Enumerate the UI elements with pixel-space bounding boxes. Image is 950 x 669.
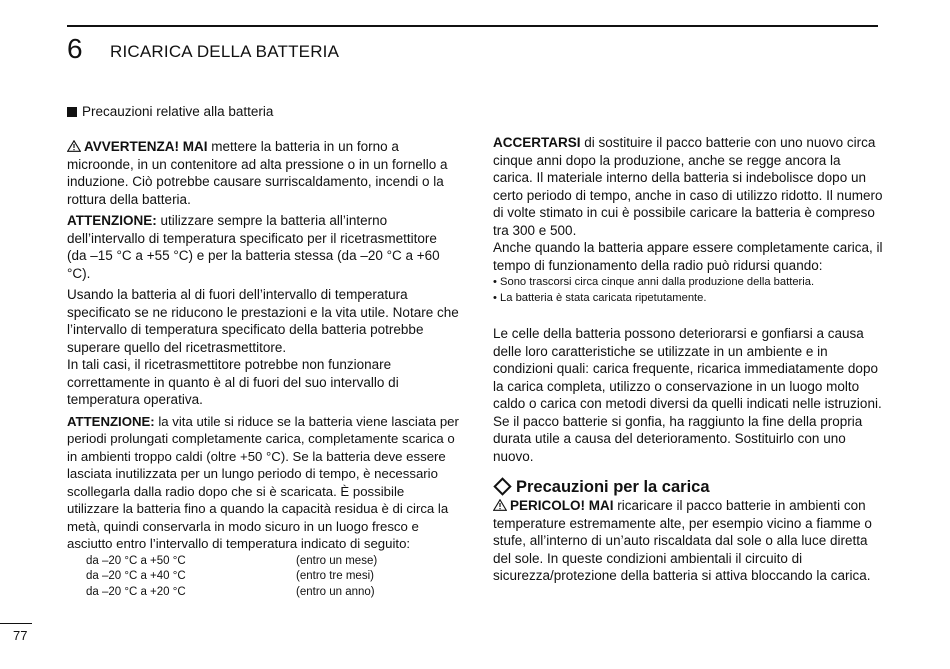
swelling-paragraph: Le celle della batteria possono deteriorarsi e gonfiarsi a causa delle loro caratteristiche se utilizzate in un ambiente e in condizioni quali: carica frequente, ricarica immediatamente dopo la carica completa, utilizzo o conservazione in un luogo molto caldo o carica con metodi diversi da quelli indicati nelle istruzioni. Se il pacco batterie si gonfia, ha raggiunto la fine della propria durata utile a causa del deterioramento. Sostituirlo con uno nuovo. — [493, 326, 882, 464]
warning-paragraph — [67, 138, 459, 208]
temp-period: (entro un mese) — [296, 554, 378, 567]
section-heading — [67, 103, 273, 121]
right-column — [493, 134, 883, 585]
footer-rule — [0, 623, 32, 624]
page-number: 77 — [13, 628, 28, 643]
danger-text: ricaricare il pacco batterie in ambienti con temperature estremamente alte, per esempio vicino a fiamme o stufe, all’interno di un’auto riscaldata dal sole o alla luce diretta del sole. In queste condizioni ambientali il circuito di sicurezza/protezione della batteria si attiva bloccando la carica. — [493, 498, 872, 583]
warning-triangle-icon — [67, 140, 81, 152]
caution-label: ATTENZIONE: — [67, 213, 157, 228]
chapter-title: RICARICA DELLA BATTERIA — [110, 42, 340, 61]
replacement-label: ACCERTARSI — [493, 135, 581, 150]
storage-caution-paragraph — [67, 413, 459, 553]
square-bullet-icon — [67, 107, 77, 117]
warning-triangle-icon — [493, 499, 507, 511]
storage-caution-text: la vita utile si riduce se la batteria viene lasciata per periodi prolungati completamente carica, completamente scarica o in ambienti troppo caldi (oltre +50 °C). Se la batteria deve essere lasciata inutilizzata per un lungo periodo di tempo, è necessario scollegarla dalla radio dopo che si è scaricata. È possibile utilizzare la batteria fino a quando la capacità residua è di circa la metà, quindi conservarla in modo sicuro in un luogo fresco e asciutto entro l’intervallo di temperatura indicato di seguito: — [67, 413, 459, 551]
replacement-paragraph — [493, 134, 883, 239]
diamond-icon — [493, 477, 511, 495]
bullet-item: • Sono trascorsi circa cinque anni dalla produzione della batteria. — [493, 276, 815, 288]
warning-label: AVVERTENZA! MAI — [84, 139, 208, 154]
temp-period: (entro un anno) — [296, 585, 375, 598]
header-rule — [67, 25, 878, 27]
temp-range: da –20 °C a +20 °C — [86, 585, 186, 598]
caution-text: utilizzare sempre la batteria all’interno dell’intervallo di temperatura specificato per il ricetrasmettitore (da –15 °C a +55 °C) e per la batteria stessa (da –20 °C a +60 °C). — [67, 213, 440, 281]
storage-caution-label: ATTENZIONE: — [67, 413, 155, 429]
caution-paragraph — [67, 212, 459, 282]
storage-temperature-table — [86, 554, 459, 601]
left-column — [67, 138, 459, 600]
chapter-number: 6 — [67, 33, 83, 64]
section-title: Precauzioni relative alla batteria — [82, 104, 274, 119]
danger-paragraph — [493, 497, 883, 585]
bullet-item: • La batteria è stata caricata ripetutamente. — [493, 292, 707, 304]
replacement-text: di sostituire il pacco batterie con uno nuovo circa cinque anni dopo la produzione, anche se regge ancora la carica. Il materiale interno della batteria si indebolisce dopo un certo periodo di tempo, anche in caso di utilizzo ridotto. Il numero di volte stimato in cui è possibile caricare la batteria è compreso tra 300 e 500. — [493, 135, 883, 238]
temp-range: da –20 °C a +40 °C — [86, 570, 186, 582]
warning-text: mettere la batteria in un forno a microonde, in un contenitore ad alta pressione o in un fornello a induzione. Ciò potrebbe causare surriscaldamento, incendi o la rottura della batteria. — [67, 139, 448, 207]
operating-range-note: In tali casi, il ricetrasmettitore potrebbe non funzionare correttamente in quanto è al di fuori del suo intervallo di temperatura operativa. — [67, 357, 399, 407]
temperature-note: Usando la batteria al di fuori dell’intervallo di temperatura specificato se ne riducono le prestazioni e la vita utile. Notare che l’intervallo di temperatura specificato della batteria potrebbe superare quello del ricetrasmettitore. — [67, 287, 459, 355]
temp-range: da –20 °C a +50 °C — [86, 554, 186, 567]
charging-precautions-title: Precauzioni per la carica — [516, 478, 710, 496]
danger-label: PERICOLO! MAI — [510, 498, 614, 513]
temp-period: (entro tre mesi) — [296, 570, 374, 582]
charging-precautions-heading — [493, 477, 883, 497]
runtime-paragraph: Anche quando la batteria appare essere completamente carica, il tempo di funzionamento della radio può ridursi quando: — [493, 240, 883, 273]
